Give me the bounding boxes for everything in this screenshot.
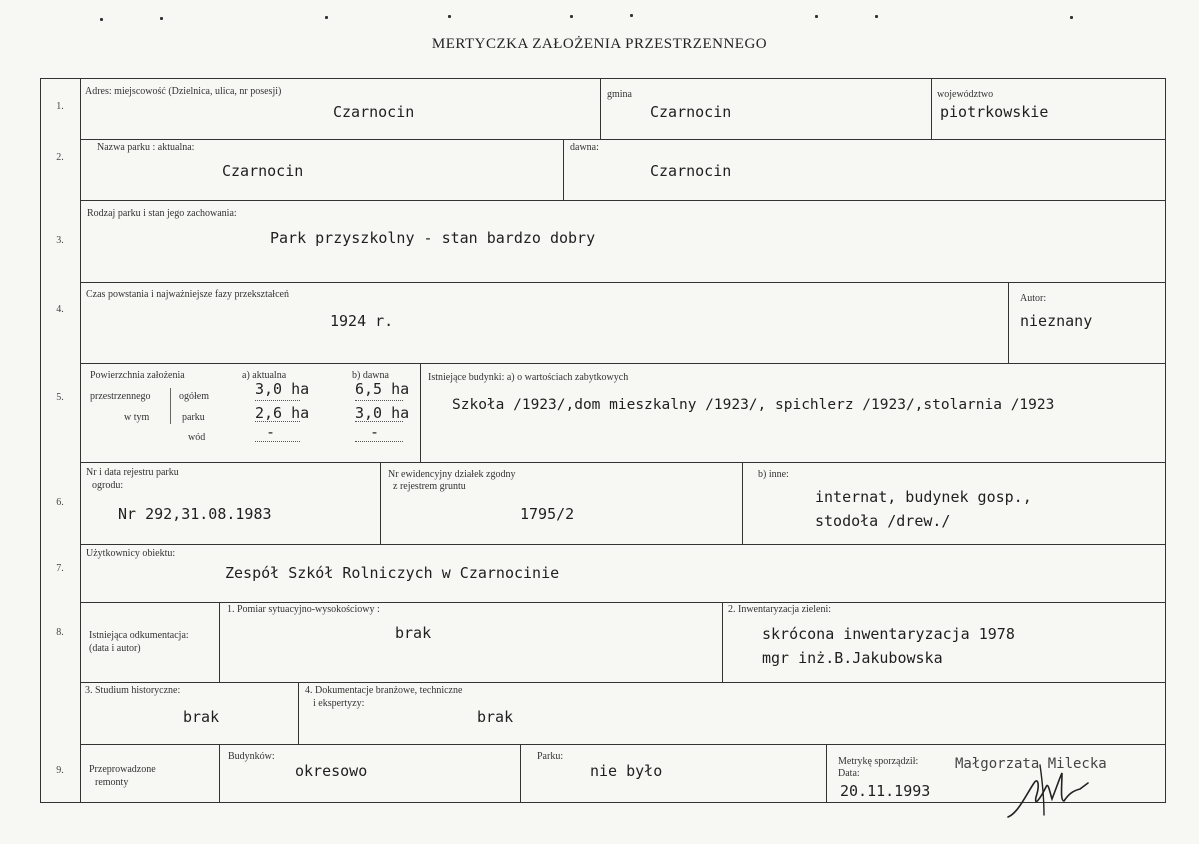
greenery-inventory-value-2: mgr inż.B.Jakubowska	[762, 649, 943, 667]
former-total-value: 6,5 ha	[355, 380, 410, 398]
creation-time-label: Czas powstania i najważniejsze fazy przekształceń	[86, 289, 289, 300]
punch-mark	[325, 16, 328, 19]
row-number-2: 2.	[56, 152, 64, 163]
greenery-inventory-label: 2. Inwentaryzacja zieleni:	[728, 604, 831, 615]
plot-label-2: z rejestrem gruntu	[393, 481, 466, 492]
prepared-by-value: Małgorzata Milecka	[955, 756, 1107, 772]
punch-mark	[875, 15, 878, 18]
plot-label: Nr ewidencyjny działek zgodny	[388, 469, 516, 480]
former-name-value: Czarnocin	[650, 162, 732, 180]
current-total-value: 3,0 ha	[255, 380, 310, 398]
docs-label-2: (data i autor)	[89, 643, 141, 654]
register-label: Nr i data rejestru parku	[86, 467, 179, 478]
greenery-inventory-value-1: skrócona inwentaryzacja 1978	[762, 625, 1015, 643]
page-title: MERTYCZKA ZAŁOŻENIA PRZESTRZENNEGO	[431, 36, 768, 52]
date-label: Data:	[838, 768, 860, 779]
users-value: Zespół Szkół Rolniczych w Czarnocinie	[225, 564, 560, 582]
other-buildings-value-2: stodoła /drew./	[815, 512, 951, 530]
park-name-value: Czarnocin	[222, 162, 304, 180]
survey-label: 1. Pomiar sytuacyjno-wysokościowy :	[227, 604, 380, 615]
historic-buildings-value: Szkoła /1923/,dom mieszkalny /1923/, spichlerz /1923/,stolarnia /1923	[452, 397, 1055, 413]
row-number-7: 7.	[56, 563, 64, 574]
plot-value: 1795/2	[520, 505, 575, 523]
punch-mark	[815, 15, 818, 18]
including-label: w tym	[124, 412, 150, 423]
address-label: Adres: miejscowość (Dzielnica, ulica, nr posesji)	[85, 86, 282, 97]
row-number-6: 6.	[56, 497, 64, 508]
users-label: Użytkownicy obiektu:	[86, 548, 176, 559]
repairs-label: Przeprowadzone	[89, 764, 156, 775]
park-name-label: Nazwa parku : aktualna:	[97, 142, 195, 153]
former-label: b) dawna	[352, 370, 389, 381]
punch-mark	[570, 15, 573, 18]
former-water-value: -	[370, 423, 380, 441]
buildings-repair-value: okresowo	[295, 762, 368, 780]
row-number-9: 9.	[56, 765, 64, 776]
other-buildings-label: b) inne:	[758, 469, 789, 480]
history-study-value: brak	[183, 708, 220, 726]
gmina-value: Czarnocin	[650, 103, 732, 121]
park-repair-value: nie było	[590, 762, 663, 780]
former-park-value: 3,0 ha	[355, 404, 410, 422]
repairs-label-2: remonty	[95, 777, 129, 788]
author-label: Autor:	[1020, 293, 1047, 304]
punch-mark	[1070, 16, 1073, 19]
row-number-1: 1.	[56, 101, 64, 112]
current-park-value: 2,6 ha	[255, 404, 310, 422]
area-label: Powierzchnia założenia	[90, 370, 185, 381]
punch-mark	[630, 14, 633, 17]
branch-docs-label: 4. Dokumentacje branżowe, techniczne	[305, 685, 463, 696]
former-name-label: dawna:	[570, 142, 599, 153]
other-buildings-value-1: internat, budynek gosp.,	[815, 488, 1032, 506]
area-label-2: przestrzennego	[90, 391, 151, 402]
gmina-label: gmina	[607, 89, 632, 100]
total-label: ogółem	[179, 391, 209, 402]
punch-mark	[100, 18, 103, 21]
park-repair-label: Parku:	[537, 751, 564, 762]
branch-docs-label-2: i ekspertyzy:	[313, 698, 365, 709]
buildings-label: Istniejące budynki: a) o wartościach zabytkowych	[428, 372, 629, 383]
prepared-by-label: Metrykę sporządził:	[838, 756, 919, 767]
form-frame	[40, 78, 1166, 803]
punch-mark	[160, 17, 163, 20]
current-water-value: -	[266, 423, 276, 441]
register-label-2: ogrodu:	[92, 480, 124, 491]
current-label: a) aktualna	[242, 370, 287, 381]
branch-docs-value: brak	[477, 708, 514, 726]
docs-label: Istniejąca odkumentacja:	[89, 630, 189, 641]
address-value: Czarnocin	[333, 103, 415, 121]
voivodeship-value: piotrkowskie	[940, 103, 1049, 121]
row-number-8: 8.	[56, 627, 64, 638]
creation-time-value: 1924 r.	[330, 312, 394, 330]
signature	[1000, 755, 1100, 830]
history-study-label: 3. Studium historyczne:	[85, 685, 181, 696]
water-label: wód	[188, 432, 206, 443]
register-value: Nr 292,31.08.1983	[118, 505, 272, 523]
author-value: nieznany	[1020, 312, 1093, 330]
row-number-3: 3.	[56, 235, 64, 246]
park-area-label: parku	[182, 412, 205, 423]
survey-value: brak	[395, 624, 432, 642]
park-type-value: Park przyszkolny - stan bardzo dobry	[270, 229, 596, 247]
park-type-label: Rodzaj parku i stan jego zachowania:	[87, 208, 237, 219]
date-value: 20.11.1993	[840, 782, 931, 800]
row-number-4: 4.	[56, 304, 64, 315]
voivodeship-label: województwo	[937, 89, 994, 100]
punch-mark	[448, 15, 451, 18]
buildings-repair-label: Budynków:	[228, 751, 275, 762]
row-number-5: 5.	[56, 392, 64, 403]
